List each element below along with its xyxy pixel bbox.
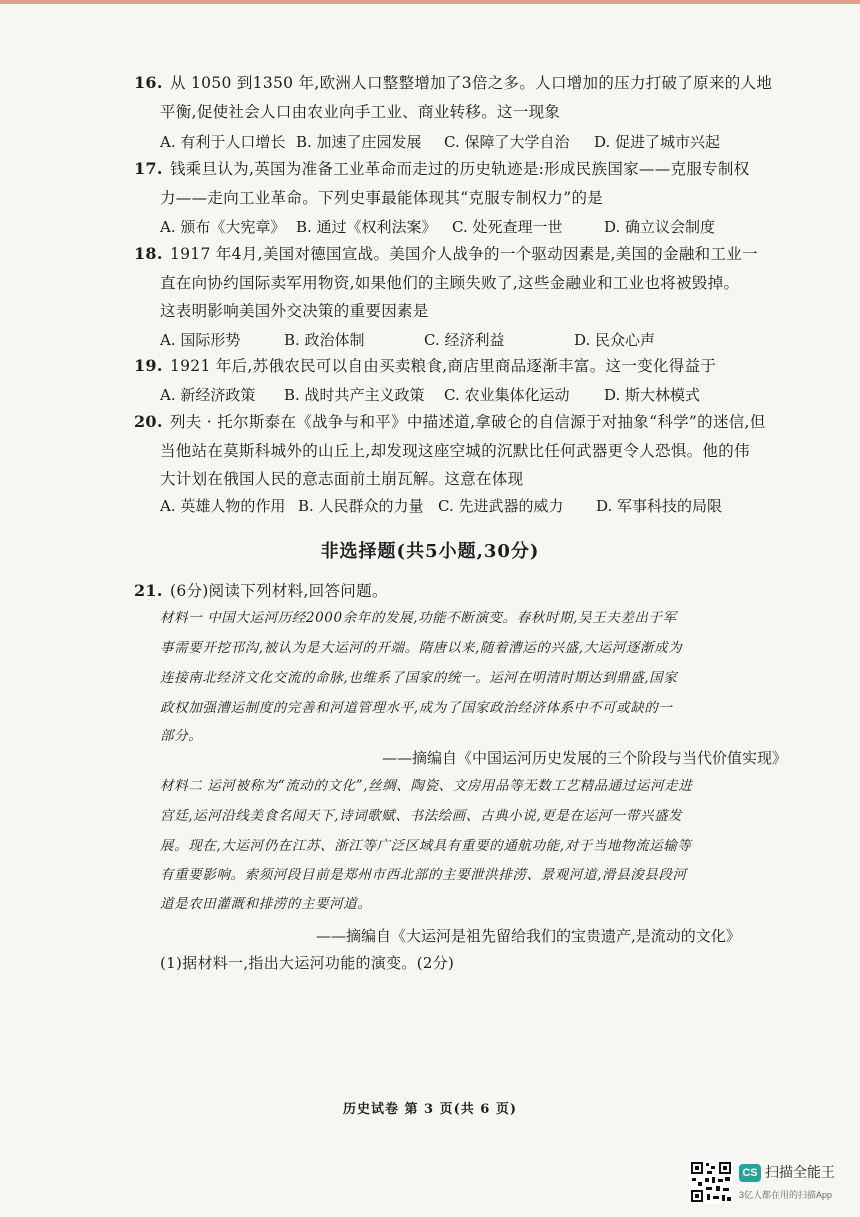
option-d: D. 促进了城市兴起 [594, 133, 721, 151]
option-b: B. 加速了庄园发展 [296, 133, 422, 151]
question-text: 1917 年4月,美国对德国宣战。美国介人战争的一个驱动因素是,美国的金融和工业一 [169, 245, 758, 263]
option-a: A. 新经济政策 [160, 386, 256, 404]
question-number: 21. [134, 581, 163, 600]
question-prompt: (6分)阅读下列材料,回答问题。 [169, 582, 388, 600]
material-1-line: 材料一 中国大运河历经2000余年的发展,功能不断演变。春秋时期,吴王夫差出于军 [160, 610, 677, 626]
qr-code-icon [689, 1160, 733, 1204]
watermark-app-name: 扫描全能王 [765, 1164, 835, 1180]
material-2-line: 有重要影响。索须河段目前是郑州市西北部的主要泄洪排涝、景观河道,滑县浚县段河 [160, 867, 687, 883]
question-number: 17. [134, 159, 163, 178]
camscanner-logo-icon: CS [739, 1164, 761, 1182]
question-19 [134, 352, 716, 380]
option-a: A. 颁布《大宪章》 [160, 218, 286, 236]
option-d: D. 确立议会制度 [604, 218, 716, 236]
question-number: 19. [134, 356, 163, 375]
material-1-line: 部分。 [160, 728, 203, 744]
page-footer: 历史试卷 第 3 页(共 6 页) [342, 1102, 518, 1117]
option-b: B. 人民群众的力量 [298, 497, 424, 515]
question-text: 大计划在俄国人民的意志面前土崩瓦解。这意在体现 [160, 470, 524, 488]
question-16 [134, 69, 772, 97]
question-18 [134, 240, 758, 268]
material-1-source: ——摘编自《中国运河历史发展的三个阶段与当代价值实现》 [382, 749, 788, 767]
option-b: B. 战时共产主义政策 [284, 386, 425, 404]
option-b: B. 政治体制 [284, 331, 365, 349]
material-2-line: 材料二 运河被称为“流动的文化”,丝绸、陶瓷、文房用品等无数工艺精品通过运河走进 [160, 778, 693, 794]
question-number: 18. [134, 244, 163, 263]
option-a: A. 有利于人口增长 [160, 133, 286, 151]
option-d: D. 民众心声 [574, 331, 656, 349]
question-text: 平衡,促使社会人口由农业向手工业、商业转移。这一现象 [160, 103, 561, 121]
option-c: C. 农业集体化运动 [444, 386, 570, 404]
question-number: 20. [134, 412, 163, 431]
material-1-line: 连接南北经济文化交流的命脉,也维系了国家的统一。运河在明清时期达到鼎盛,国家 [160, 670, 678, 686]
option-d: D. 斯大林模式 [604, 386, 701, 404]
question-text: 列夫 · 托尔斯泰在《战争与和平》中描述道,拿破仑的自信源于对抽象“科学”的迷信,但 [169, 413, 766, 431]
option-c: C. 经济利益 [424, 331, 505, 349]
question-21 [134, 577, 388, 605]
question-number: 16. [134, 73, 163, 92]
material-2-line: 宫廷,运河沿线美食名闻天下,诗词歌赋、书法绘画、古典小说,更是在运河一带兴盛发 [160, 808, 683, 824]
question-text: 这表明影响美国外交决策的重要因素是 [160, 302, 429, 320]
question-text: 力——走向工业革命。下列史事最能体现其“克服专制权力”的是 [160, 189, 604, 207]
sub-question-1: (1)据材料一,指出大运河功能的演变。(2分) [160, 954, 455, 972]
material-2-line: 道是农田灌溉和排涝的主要河道。 [160, 896, 372, 912]
question-17 [134, 155, 750, 183]
question-text: 直在向协约国际卖军用物资,如果他们的主顾失败了,这些金融业和工业也将被毁掉。 [160, 274, 740, 292]
option-a: A. 国际形势 [160, 331, 241, 349]
material-2-line: 展。现在,大运河仍在江苏、浙江等广泛区域具有重要的通航功能,对于当地物流运输等 [160, 838, 692, 854]
material-1-line: 政权加强漕运制度的完善和河道管理水平,成为了国家政治经济体系中不可或缺的一 [160, 700, 673, 716]
watermark-tagline: 3亿人都在用的扫描App [739, 1190, 833, 1200]
option-c: C. 保障了大学自治 [444, 133, 570, 151]
question-20 [134, 408, 766, 436]
option-c: C. 先进武器的威力 [438, 497, 564, 515]
question-text: 当他站在莫斯科城外的山丘上,却发现这座空城的沉默比任何武器更令人恐惧。他的伟 [160, 442, 750, 460]
material-2-source: ——摘编自《大运河是祖先留给我们的宝贵遗产,是流动的文化》 [316, 927, 741, 945]
section-title: 非选择题(共5小题,30分) [320, 541, 540, 562]
option-c: C. 处死查理一世 [452, 218, 563, 236]
question-text: 从 1050 到1350 年,欧洲人口整整增加了3倍之多。人口增加的压力打破了原来的人地 [169, 74, 773, 92]
option-a: A. 英雄人物的作用 [160, 497, 286, 515]
question-text: 1921 年后,苏俄农民可以自由买卖粮食,商店里商品逐渐丰富。这一变化得益于 [169, 357, 717, 375]
option-b: B. 通过《权利法案》 [296, 218, 437, 236]
question-text: 钱乘旦认为,英国为准备工业革命而走过的历史轨迹是:形成民族国家——克服专制权 [169, 160, 750, 178]
option-d: D. 军事科技的局限 [596, 497, 723, 515]
material-1-line: 事需要开挖邗沟,被认为是大运河的开端。隋唐以来,随着漕运的兴盛,大运河逐渐成为 [160, 640, 683, 656]
